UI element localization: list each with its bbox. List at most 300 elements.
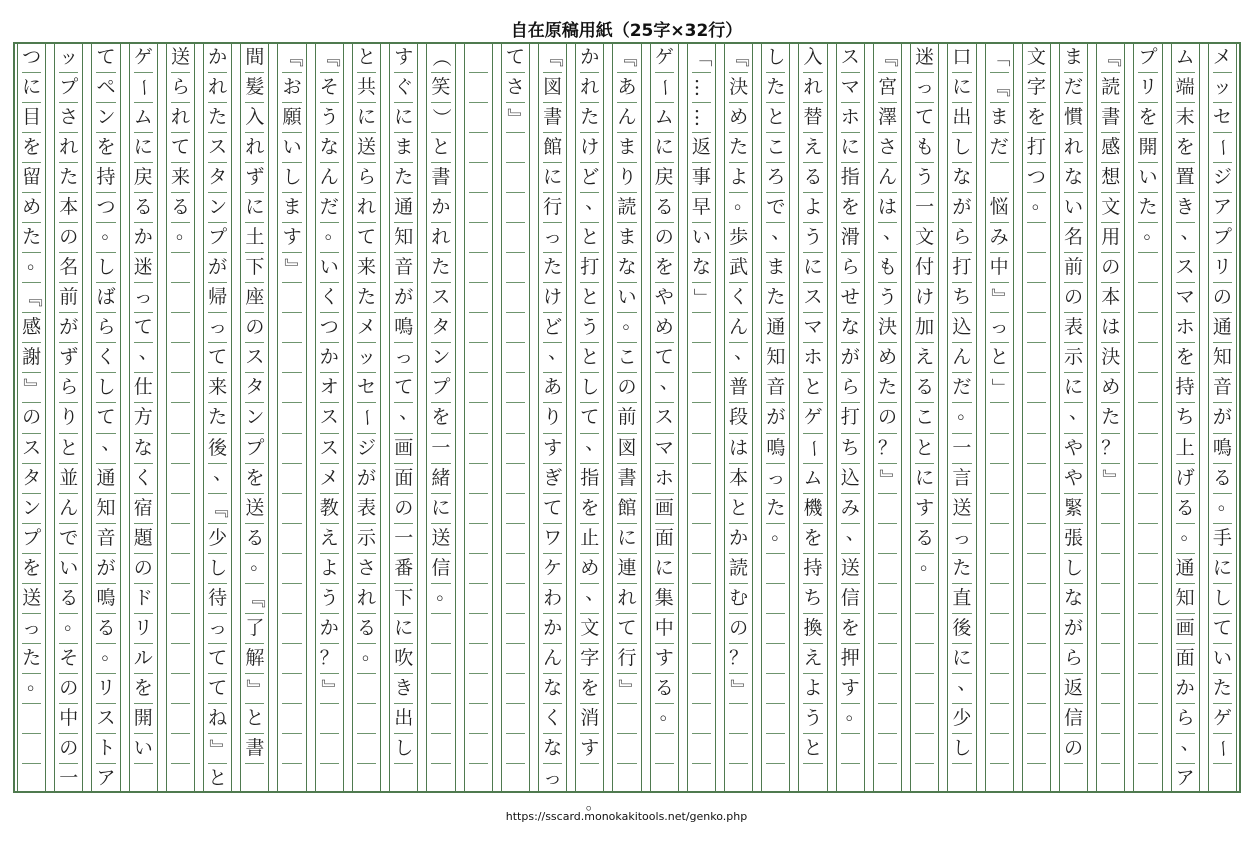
manuscript-char: り: [617, 166, 637, 189]
grid-cell: [990, 252, 1009, 282]
grid-cell: [1027, 463, 1046, 493]
manuscript-char: 名: [59, 256, 79, 279]
grid-cell: [394, 252, 413, 282]
grid-cell: [208, 42, 227, 72]
grid-cell: [96, 583, 115, 613]
manuscript-char: 読: [617, 196, 637, 219]
grid-cell: [281, 42, 304, 72]
grid-cell: [357, 733, 376, 763]
grid-cell: [171, 312, 190, 342]
manuscript-char: と: [580, 226, 600, 249]
manuscript-char: 止: [580, 526, 600, 549]
grid-cell: [543, 162, 562, 192]
grid-cell: [952, 583, 971, 613]
grid-cell: [729, 643, 748, 673]
grid-cell: [766, 162, 785, 192]
manuscript-char: 図: [543, 76, 563, 99]
manuscript-char: ）: [430, 108, 453, 128]
manuscript-char: て: [133, 316, 153, 339]
manuscript-char: を: [803, 526, 823, 549]
manuscript-char: 画: [1175, 616, 1195, 639]
grid-cell: [431, 581, 456, 613]
manuscript-char: 『: [21, 288, 44, 308]
grid-cell: [990, 192, 1009, 222]
grid-cell: [915, 763, 934, 793]
manuscript-char: て: [1212, 616, 1232, 639]
column-rule: [1133, 42, 1162, 793]
manuscript-char: 一: [915, 196, 935, 219]
grid-cell: [59, 162, 78, 192]
manuscript-char: め: [729, 106, 749, 129]
grid-cell: [990, 342, 1009, 372]
grid-cell: [915, 583, 934, 613]
grid-cell: [469, 493, 488, 523]
manuscript-char: ス: [431, 286, 451, 309]
manuscript-char: み: [989, 226, 1009, 249]
manuscript-char: て: [208, 346, 228, 369]
manuscript-char: つ: [1026, 166, 1046, 189]
grid-cell: [617, 643, 636, 673]
grid-cell: [134, 341, 158, 372]
grid-cell: [580, 342, 599, 372]
grid-cell: [171, 372, 190, 402]
grid-cell: [841, 733, 860, 763]
manuscript-column: [1204, 42, 1241, 793]
grid-cell: [1027, 763, 1046, 793]
manuscript-char: た: [1138, 196, 1158, 219]
grid-cell: [841, 673, 860, 703]
grid-cell: [59, 342, 78, 372]
grid-cell: [617, 311, 642, 342]
grid-cell: [766, 221, 791, 252]
grid-cell: [1027, 613, 1046, 643]
grid-cell: [282, 433, 301, 463]
grid-cell: [1176, 192, 1195, 222]
manuscript-char: 感: [22, 316, 42, 339]
manuscript-char: は: [877, 196, 897, 219]
grid-cell: [692, 342, 711, 372]
manuscript-char: ち: [1175, 406, 1195, 429]
column-rule: [538, 42, 567, 793]
manuscript-char: 決: [877, 316, 897, 339]
manuscript-char: 澤: [877, 106, 897, 129]
manuscript-char: 願: [282, 106, 302, 129]
grid-cell: [282, 673, 301, 703]
source-url[interactable]: https://sscard.monokakitools.net/genko.php: [505, 810, 748, 823]
manuscript-char: に: [543, 166, 563, 189]
grid-cell: [1027, 191, 1051, 222]
grid-cell: [357, 72, 376, 102]
manuscript-char: ち: [952, 286, 972, 309]
grid-cell: [1101, 282, 1120, 312]
manuscript-char: 替: [803, 106, 823, 129]
grid-cell: [506, 132, 525, 162]
grid-cell: [357, 192, 376, 222]
grid-cell: [96, 132, 115, 162]
manuscript-char: ス: [803, 286, 823, 309]
manuscript-char: か: [133, 226, 153, 249]
grid-cell: [766, 643, 785, 673]
grid-cell: [1027, 42, 1046, 72]
manuscript-char: と: [580, 286, 600, 309]
grid-cell: [990, 523, 1009, 553]
grid-cell: [469, 463, 488, 493]
manuscript-char: 押: [840, 646, 860, 669]
grid-cell: [59, 433, 78, 463]
manuscript-char: ぎ: [543, 466, 563, 489]
manuscript-char: に: [1212, 556, 1232, 579]
grid-cell: [692, 613, 711, 643]
grid-cell: [506, 613, 525, 643]
grid-cell: [1138, 192, 1157, 222]
manuscript-char: 出: [394, 706, 414, 729]
grid-cell: [282, 703, 301, 733]
manuscript-char: に: [394, 616, 414, 639]
grid-cell: [171, 433, 190, 463]
manuscript-char: が: [952, 196, 972, 219]
grid-cell: [282, 613, 301, 643]
grid-cell: [990, 72, 1009, 102]
manuscript-char: っ: [952, 526, 972, 549]
grid-cell: [803, 282, 822, 312]
manuscript-char: ス: [96, 706, 116, 729]
manuscript-char: 音: [96, 526, 116, 549]
manuscript-char: 。: [362, 641, 382, 664]
grid-cell: [915, 102, 934, 132]
grid-cell: [245, 433, 264, 463]
manuscript-char: 、: [1069, 401, 1089, 424]
grid-cell: [1101, 252, 1120, 282]
manuscript-char: 表: [357, 496, 377, 519]
grid-cell: [208, 703, 227, 733]
grid-cell: [841, 222, 860, 252]
grid-cell: [1101, 583, 1120, 613]
manuscript-char: い: [59, 556, 79, 579]
grid-cell: [431, 673, 450, 703]
manuscript-char: 。: [27, 251, 47, 274]
manuscript-char: 機: [803, 496, 823, 519]
manuscript-char: 返: [1064, 676, 1084, 699]
manuscript-char: 少: [208, 526, 228, 549]
grid-cell: [394, 192, 413, 222]
grid-cell: [655, 222, 674, 252]
grid-cell: [1027, 102, 1046, 132]
manuscript-char: メ: [319, 466, 339, 489]
manuscript-char: そ: [319, 76, 339, 99]
grid-cell: [1138, 372, 1157, 402]
manuscript-char: を: [245, 466, 265, 489]
manuscript-char: 宮: [877, 76, 897, 99]
grid-cell: [1176, 731, 1200, 763]
grid-cell: [22, 463, 41, 493]
grid-cell: [171, 643, 190, 673]
grid-cell: [728, 673, 751, 703]
manuscript-char: ア: [1212, 196, 1232, 219]
grid-cell: [729, 433, 748, 463]
manuscript-char: ？: [877, 436, 897, 459]
grid-cell: [841, 583, 860, 613]
manuscript-char: て: [208, 676, 228, 699]
grid-cell: [729, 463, 748, 493]
manuscript-char: い: [319, 256, 339, 279]
grid-cell: [915, 162, 934, 192]
grid-cell: [1101, 222, 1120, 252]
manuscript-char: う: [580, 316, 600, 339]
grid-cell: [729, 613, 748, 643]
grid-cell: [394, 433, 413, 463]
grid-cell: [915, 372, 934, 402]
grid-cell: [878, 72, 897, 102]
manuscript-char: だ: [319, 196, 339, 219]
grid-cell: [506, 372, 525, 402]
grid-cell: [96, 312, 115, 342]
grid-cell: [841, 553, 860, 583]
manuscript-char: 普: [729, 376, 749, 399]
column-rule: [687, 42, 716, 793]
manuscript-char: ら: [357, 166, 377, 189]
manuscript-char: 決: [1101, 346, 1121, 369]
manuscript-char: ろ: [766, 166, 786, 189]
grid-cell: [171, 613, 190, 643]
manuscript-char: お: [282, 76, 302, 99]
grid-cell: [543, 583, 562, 613]
grid-cell: [22, 643, 41, 673]
manuscript-char: ン: [96, 106, 116, 129]
manuscript-char: い: [282, 136, 302, 159]
manuscript-char: 、: [399, 401, 419, 424]
manuscript-char: 一: [59, 766, 79, 789]
grid-cell: [692, 102, 711, 132]
grid-cell: [506, 673, 525, 703]
grid-cell: [952, 72, 971, 102]
manuscript-char: れ: [1064, 136, 1084, 159]
manuscript-char: し: [952, 736, 972, 759]
manuscript-column: [311, 42, 348, 793]
grid-cell: [580, 282, 599, 312]
manuscript-char: ー: [653, 78, 676, 98]
grid-cell: [543, 372, 562, 402]
grid-cell: [692, 433, 711, 463]
grid-cell: [357, 493, 376, 523]
manuscript-char: …: [690, 108, 713, 128]
manuscript-char: ア: [1175, 766, 1195, 789]
manuscript-char: 謝: [22, 346, 42, 369]
grid-cell: [59, 463, 78, 493]
grid-cell: [1064, 372, 1083, 402]
grid-cell: [617, 342, 636, 372]
manuscript-char: 想: [1101, 166, 1121, 189]
grid-cell: [990, 763, 1009, 793]
grid-cell: [766, 312, 785, 342]
manuscript-char: ン: [431, 346, 451, 369]
grid-cell: [320, 102, 339, 132]
grid-cell: [543, 132, 562, 162]
grid-cell: [245, 252, 264, 282]
manuscript-char: だ: [1064, 76, 1084, 99]
grid-cell: [431, 493, 450, 523]
grid-cell: [320, 221, 344, 252]
grid-cell: [580, 643, 599, 673]
grid-cell: [394, 102, 413, 132]
manuscript-char: な: [1064, 586, 1084, 609]
grid-cell: [245, 703, 264, 733]
manuscript-char: 文: [1026, 45, 1046, 68]
grid-cell: [394, 282, 413, 312]
manuscript-char: あ: [617, 76, 637, 99]
grid-cell: [22, 312, 41, 342]
grid-cell: [282, 523, 301, 553]
manuscript-char: と: [803, 376, 823, 399]
grid-cell: [469, 673, 488, 703]
grid-cell: [22, 433, 41, 463]
grid-cell: [171, 132, 190, 162]
grid-cell: [1213, 433, 1232, 463]
grid-cell: [878, 583, 897, 613]
grid-cell: [1064, 102, 1083, 132]
grid-cell: [766, 102, 785, 132]
manuscript-char: ー: [132, 78, 155, 98]
grid-cell: [394, 342, 413, 372]
grid-cell: [208, 763, 227, 793]
grid-cell: [655, 192, 674, 222]
grid-cell: [1064, 463, 1083, 493]
grid-cell: [952, 192, 971, 222]
column-rule: [1096, 42, 1125, 793]
grid-cell: [394, 72, 413, 102]
grid-cell: [171, 673, 190, 703]
grid-cell: [1027, 132, 1046, 162]
grid-cell: [320, 312, 339, 342]
manuscript-char: 書: [431, 166, 451, 189]
grid-cell: [469, 372, 488, 402]
manuscript-char: 、: [771, 221, 791, 244]
manuscript-char: 字: [1026, 76, 1046, 99]
grid-cell: [431, 733, 450, 763]
grid-cell: [1213, 583, 1232, 613]
column-rule: [612, 42, 641, 793]
manuscript-char: ね: [208, 706, 228, 729]
manuscript-char: を: [431, 406, 451, 429]
grid-cell: [357, 372, 376, 402]
manuscript-char: い: [1212, 646, 1232, 669]
grid-cell: [841, 42, 860, 72]
manuscript-char: 本: [1101, 286, 1121, 309]
grid-cell: [915, 72, 934, 102]
grid-cell: [59, 553, 78, 583]
manuscript-char: 』: [988, 288, 1011, 308]
grid-cell: [134, 433, 153, 463]
grid-cell: [952, 493, 971, 523]
manuscript-char: ん: [952, 346, 972, 369]
grid-cell: [96, 553, 115, 583]
grid-cell: [1064, 613, 1083, 643]
grid-cell: [282, 553, 301, 583]
manuscript-char: が: [766, 406, 786, 429]
grid-cell: [990, 583, 1009, 613]
grid-cell: [171, 72, 190, 102]
grid-cell: [580, 581, 605, 613]
manuscript-char: 送: [357, 136, 377, 159]
grid-cell: [878, 553, 897, 583]
grid-cell: [952, 342, 971, 372]
grid-cell: [655, 733, 674, 763]
grid-cell: [878, 763, 897, 793]
grid-cell: [1101, 342, 1120, 372]
grid-cell: [171, 162, 190, 192]
grid-cell: [171, 763, 190, 793]
grid-cell: [655, 342, 674, 372]
grid-cell: [766, 493, 785, 523]
manuscript-char: は: [729, 436, 749, 459]
grid-cell: [59, 763, 78, 793]
manuscript-char: う: [319, 106, 339, 129]
grid-cell: [766, 613, 785, 643]
grid-cell: [952, 553, 971, 583]
grid-cell: [1138, 493, 1157, 523]
grid-cell: [96, 523, 115, 553]
grid-cell: [394, 613, 413, 643]
grid-cell: [431, 192, 450, 222]
manuscript-char: れ: [59, 136, 79, 159]
manuscript-char: 換: [803, 616, 823, 639]
grid-cell: [915, 132, 934, 162]
manuscript-char: た: [729, 136, 749, 159]
grid-cell: [208, 553, 227, 583]
manuscript-char: 文: [915, 226, 935, 249]
grid-cell: [134, 162, 153, 192]
grid-cell: [134, 643, 153, 673]
manuscript-char: た: [877, 376, 897, 399]
manuscript-char: て: [654, 346, 674, 369]
grid-cell: [22, 671, 47, 703]
grid-cell: [320, 252, 339, 282]
manuscript-char: 読: [729, 556, 749, 579]
manuscript-char: と: [580, 346, 600, 369]
grid-cell: [952, 643, 971, 673]
grid-cell: [134, 523, 153, 553]
manuscript-char: 滑: [840, 226, 860, 249]
grid-cell: [244, 673, 267, 703]
grid-cell: [729, 132, 748, 162]
manuscript-char: っ: [208, 616, 228, 639]
manuscript-char: 一: [394, 526, 414, 549]
manuscript-char: 』: [281, 258, 304, 278]
grid-cell: [22, 402, 41, 432]
manuscript-char: 音: [1212, 376, 1232, 399]
grid-cell: [803, 162, 822, 192]
grid-cell: [841, 463, 860, 493]
manuscript-char: と: [803, 736, 823, 759]
manuscript-char: い: [617, 286, 637, 309]
manuscript-char: 打: [580, 256, 600, 279]
grid-cell: [655, 371, 679, 402]
grid-cell: [580, 191, 605, 222]
grid-cell: [1064, 493, 1083, 523]
manuscript-char: や: [1064, 436, 1084, 459]
manuscript-char: る: [170, 196, 190, 219]
grid-cell: [320, 613, 339, 643]
manuscript-char: ぐ: [394, 76, 414, 99]
grid-cell: [1101, 523, 1120, 553]
manuscript-char: 。: [845, 701, 865, 724]
grid-cell: [96, 402, 115, 432]
grid-cell: [729, 72, 748, 102]
manuscript-char: で: [59, 526, 79, 549]
grid-cell: [692, 553, 711, 583]
grid-cell: [431, 312, 450, 342]
grid-cell: [803, 703, 822, 733]
grid-cell: [1101, 312, 1120, 342]
